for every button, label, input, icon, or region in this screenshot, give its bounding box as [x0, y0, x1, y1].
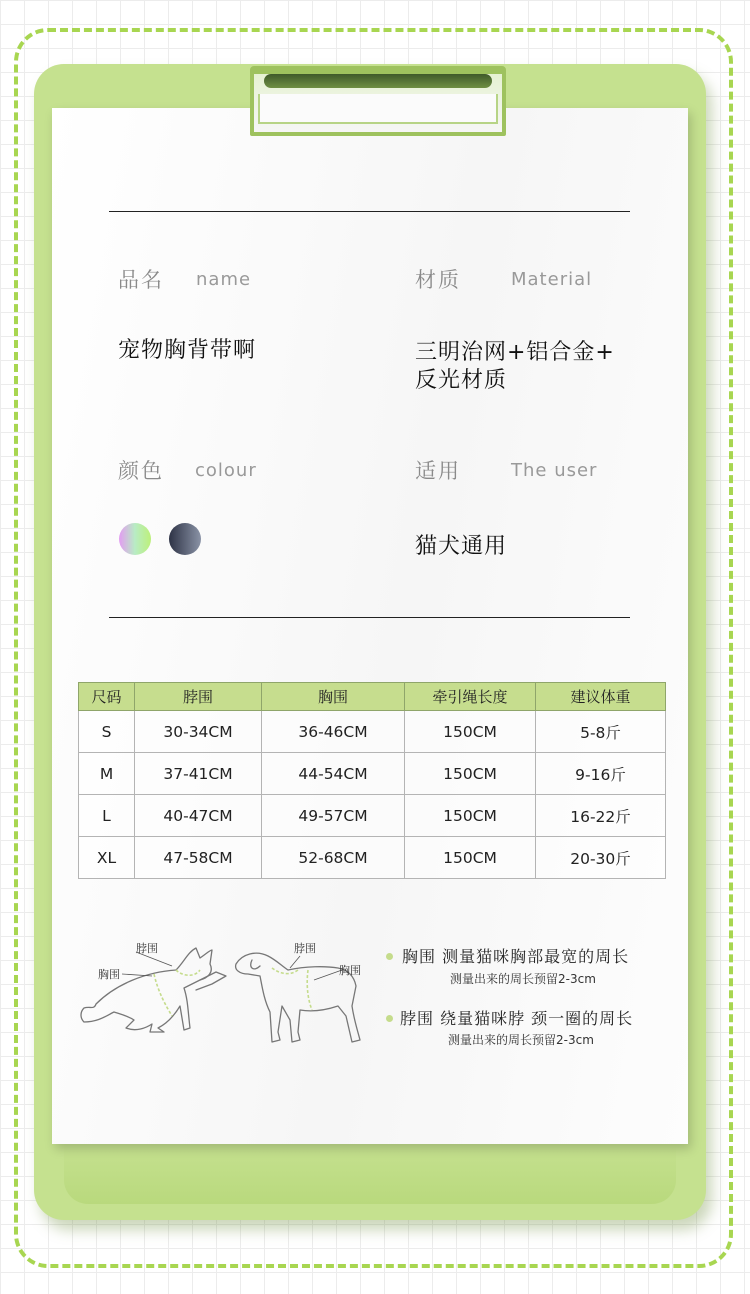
cell-size: M — [79, 753, 135, 795]
clip-window — [258, 94, 498, 124]
dog-chest-label: 胸围 — [339, 964, 361, 977]
table-row — [79, 795, 666, 837]
header-chest: 胸围 — [262, 683, 405, 711]
cell-chest: 36-46CM — [262, 711, 405, 753]
cell-size: XL — [79, 837, 135, 879]
cell-neck: 40-47CM — [135, 795, 262, 837]
cell-chest: 44-54CM — [262, 753, 405, 795]
bottom-divider — [109, 617, 630, 618]
material-value-line1: 三明治网+铝合金+ — [415, 340, 615, 365]
cat-neck-label: 脖围 — [136, 942, 158, 955]
material-label-cn: 材质 — [415, 268, 461, 292]
colour-label-en: colour — [195, 460, 257, 481]
material-value-line2: 反光材质 — [415, 368, 508, 393]
cell-size: L — [79, 795, 135, 837]
cell-weight: 16-22斤 — [536, 795, 666, 837]
chest-note-title: 胸围 测量猫咪胸部最宽的周长 — [402, 947, 630, 966]
user-label-en: The user — [511, 460, 598, 481]
colour-swatch-gradient — [119, 523, 151, 555]
cell-leash: 150CM — [405, 795, 536, 837]
chest-note-sub: 测量出来的周长预留2-3cm — [450, 972, 596, 986]
cell-weight: 9-16斤 — [536, 753, 666, 795]
cell-leash: 150CM — [405, 837, 536, 879]
table-row — [79, 753, 666, 795]
name-label-en: name — [196, 269, 252, 290]
measurement-figure — [76, 936, 376, 1056]
clip-bar — [264, 74, 492, 88]
user-label-cn: 适用 — [415, 459, 461, 483]
header-weight: 建议体重 — [536, 683, 666, 711]
cell-weight: 5-8斤 — [536, 711, 666, 753]
header-size: 尺码 — [79, 683, 135, 711]
cell-chest: 49-57CM — [262, 795, 405, 837]
neck-note-title: 脖围 绕量猫咪脖 颈一圈的周长 — [400, 1009, 634, 1028]
bullet-dot — [386, 953, 393, 960]
table-row — [79, 711, 666, 753]
neck-note-sub: 测量出来的周长预留2-3cm — [448, 1033, 594, 1047]
cat-chest-label: 胸围 — [98, 968, 120, 981]
name-label-cn: 品名 — [118, 268, 164, 292]
colour-label-cn: 颜色 — [118, 459, 164, 483]
cell-leash: 150CM — [405, 753, 536, 795]
cell-neck: 37-41CM — [135, 753, 262, 795]
cell-neck: 30-34CM — [135, 711, 262, 753]
cell-chest: 52-68CM — [262, 837, 405, 879]
cell-leash: 150CM — [405, 711, 536, 753]
bullet-dot — [386, 1015, 393, 1022]
cell-size: S — [79, 711, 135, 753]
table-header-row — [79, 683, 666, 711]
size-table — [78, 682, 666, 879]
colour-swatch-dark — [169, 523, 201, 555]
top-divider — [109, 211, 630, 212]
material-label-en: Material — [511, 269, 593, 290]
clipboard-clip — [250, 66, 506, 136]
cell-neck: 47-58CM — [135, 837, 262, 879]
dog-neck-label: 脖围 — [294, 942, 316, 955]
header-leash: 牵引绳长度 — [405, 683, 536, 711]
user-value: 猫犬通用 — [415, 534, 508, 559]
name-value: 宠物胸背带啊 — [118, 338, 257, 363]
cat-dog-outline-illustration — [76, 936, 376, 1056]
cell-weight: 20-30斤 — [536, 837, 666, 879]
table-row — [79, 837, 666, 879]
header-neck: 脖围 — [135, 683, 262, 711]
